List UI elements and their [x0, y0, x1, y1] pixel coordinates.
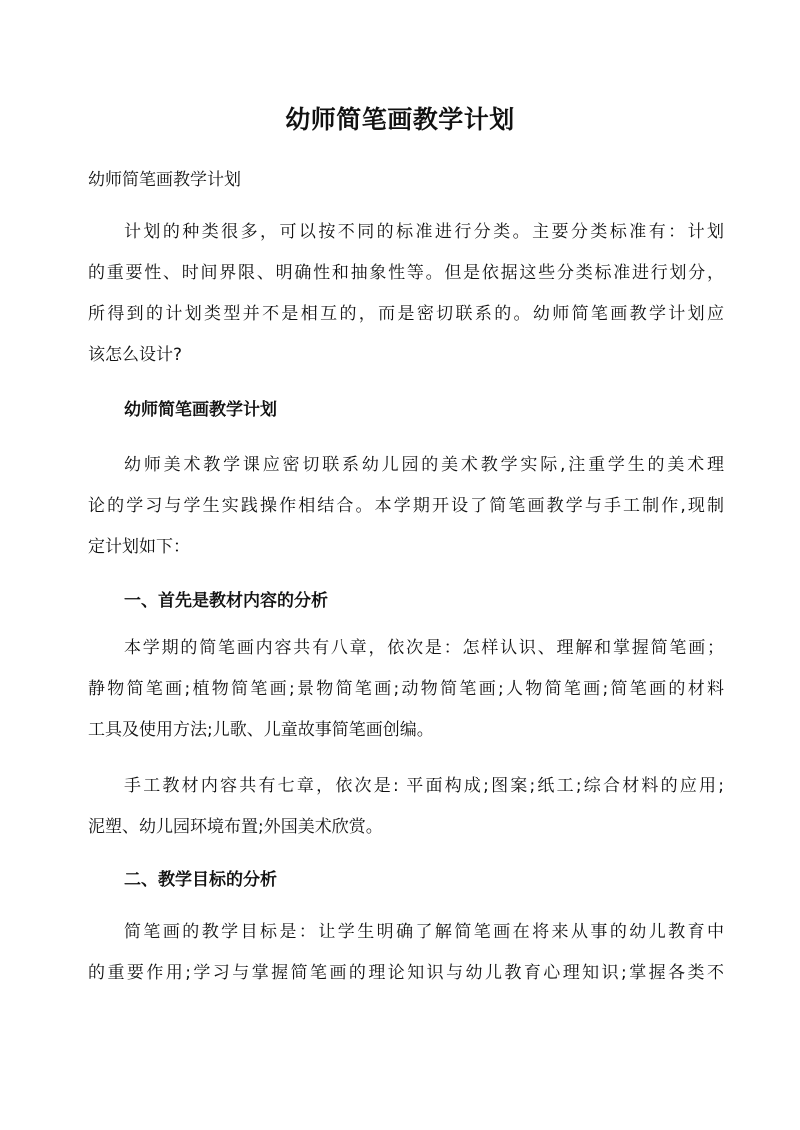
section-heading-1: 一、首先是教材内容的分析	[124, 591, 328, 611]
document-subtitle: 幼师简笔画教学计划	[88, 170, 241, 190]
section-1-paragraph-a	[88, 628, 724, 751]
paragraph-line: 该怎么设计?	[88, 345, 183, 365]
document-title: 幼师简笔画教学计划	[285, 105, 515, 134]
paragraph-line: 定计划如下：	[88, 537, 190, 557]
section-2-paragraph	[88, 912, 724, 994]
paragraph-line: 本学期的简笔画内容共有八章，依次是：怎样认识、理解和掌握简笔画；	[124, 638, 724, 658]
paragraph-line: 泥塑、幼儿园环境布置;外国美术欣赏。	[88, 817, 383, 837]
paragraph-line: 所得到的计划类型并不是相互的，而是密切联系的。幼师简笔画教学计划应	[88, 304, 724, 324]
paragraph-line: 手工教材内容共有七章，依次是: 平面构成;图案;纸工;综合材料的应用;	[124, 776, 724, 796]
paragraph-line: 简笔画的教学目标是：让学生明确了解简笔画在将来从事的幼儿教育中	[124, 922, 724, 942]
paragraph-line: 计划的种类很多，可以按不同的标准进行分类。主要分类标准有：计划	[124, 222, 724, 242]
paragraph-line: 幼师美术教学课应密切联系幼儿园的美术教学实际,注重学生的美术理	[124, 455, 724, 475]
intro-paragraph	[88, 212, 724, 376]
overview-paragraph	[88, 445, 724, 568]
paragraph-line: 的重要作用;学习与掌握简笔画的理论知识与幼儿教育心理知识;掌握各类不	[88, 963, 724, 983]
paragraph-line: 论的学习与学生实践操作相结合。本学期开设了简笔画教学与手工制作,现制	[88, 496, 724, 516]
paragraph-line: 静物简笔画;植物简笔画;景物简笔画;动物简笔画;人物简笔画;简笔画的材料	[88, 679, 724, 699]
section-heading-main: 幼师简笔画教学计划	[124, 400, 277, 420]
section-heading-2: 二、教学目标的分析	[124, 870, 277, 890]
paragraph-line: 的重要性、时间界限、明确性和抽象性等。但是依据这些分类标准进行划分，	[88, 263, 724, 283]
paragraph-line: 工具及使用方法;儿歌、儿童故事简笔画创编。	[88, 720, 434, 740]
section-1-paragraph-b	[88, 766, 724, 848]
